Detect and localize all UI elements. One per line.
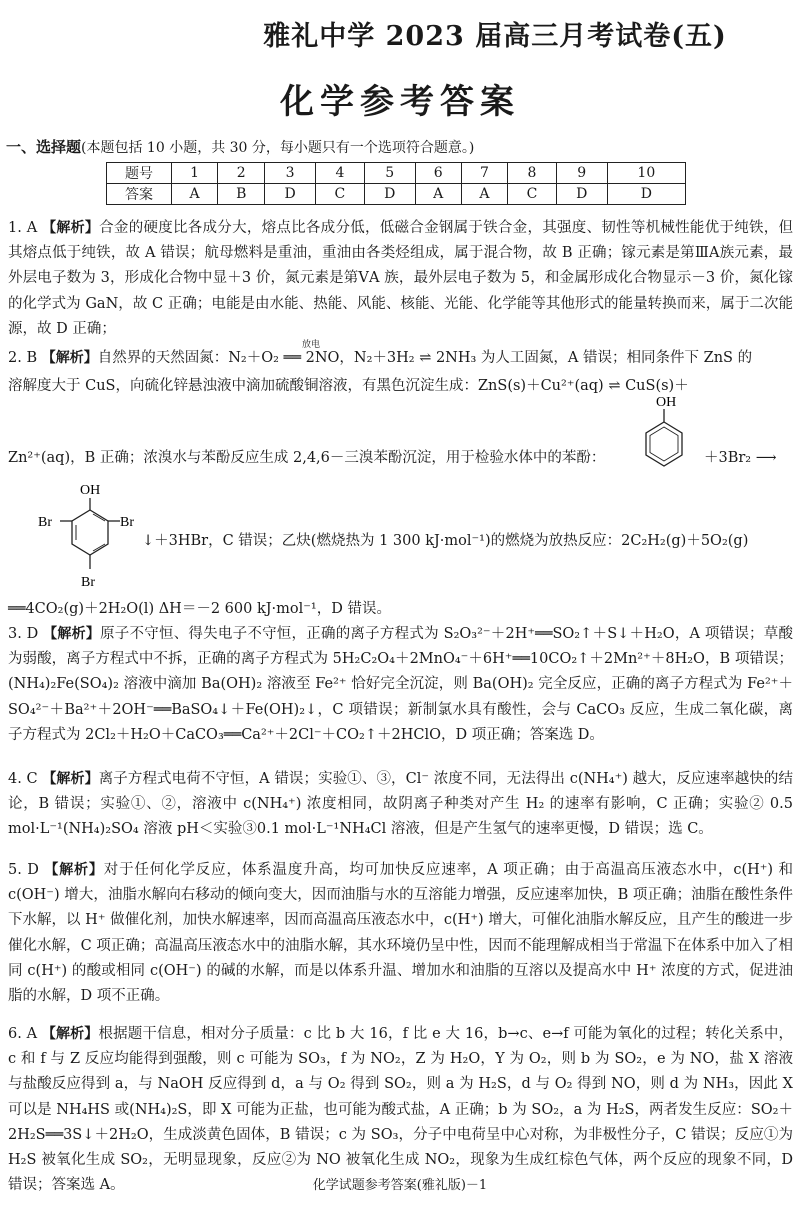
explanation-4 bbox=[8, 767, 793, 843]
explanation-line bbox=[8, 446, 605, 467]
table-cell: A bbox=[415, 184, 461, 205]
discharge-condition: 放电 bbox=[302, 340, 321, 350]
oh-label: OH bbox=[656, 395, 677, 410]
analysis-tag: 【解析】 bbox=[41, 1026, 99, 1042]
explanation-5 bbox=[8, 858, 793, 1009]
table-cell: 9 bbox=[556, 163, 607, 184]
explanation-text: 自然界的天然固氮：N₂＋O₂ ══ 2NO，N₂＋3H₂ ⇌ 2NH₃ 为人工固氮，A 错误；相同条件下 ZnS 的 bbox=[97, 350, 753, 366]
table-cell: 4 bbox=[316, 163, 365, 184]
explanation-text: 原子不守恒、得失电子不守恒，正确的离子方程式为 S₂O₃²⁻＋2H⁺══SO₂↑＋S↓＋H₂O，A 项错误；草酸为弱酸，离子方程式中不拆，正确的离子方程式为 5H₂C₂O₄＋2MnO₄⁻＋6H⁺══10CO₂↑＋2Mn²⁺＋8H₂O，B 项错误；(NH₄)₂Fe(SO₄)₂ 溶液中滴加 Ba(OH)₂ 溶液至 Fe²⁺ 恰好完全沉淀，则 Ba(OH)₂ 完全反应，正确的离子方程式为 Fe²⁺＋SO₄²⁻＋Ba²⁺＋2OH⁻══BaSO₄↓＋Fe(OH)₂↓，C 项错误；新制氯水具有酸性，会与 CaCO₃ 反应，生成二氧化碳，离子方程式为 2Cl₂＋H₂O＋CaCO₃══Ca²⁺＋2Cl⁻＋CO₂↑＋2HClO，D 项正确；答案选 D。 bbox=[8, 626, 794, 743]
question-number: 2. B bbox=[8, 350, 38, 366]
explanation-line: 溶解度大于 CuS，向硫化锌悬浊液中滴加硫酸铜溶液，有黑色沉淀生成：ZnS(s)＋Cu²⁺(aq) ⇌ CuS(s)＋ bbox=[8, 378, 689, 394]
section-title: 一、选择题 bbox=[6, 138, 82, 156]
table-cell: C bbox=[316, 184, 365, 205]
page-footer: 化学试题参考答案(雅礼版)－1 bbox=[312, 1178, 488, 1193]
br-label: Br bbox=[81, 575, 95, 590]
explanation-text: Zn²⁺(aq)，B 正确；浓溴水与苯酚反应生成 2,4,6－三溴苯酚沉淀，用于检验水体中的苯酚： bbox=[8, 450, 606, 466]
br-label: Br bbox=[38, 515, 52, 530]
table-cell: 2 bbox=[218, 163, 265, 184]
br-label: Br bbox=[120, 515, 134, 530]
table-cell: 10 bbox=[607, 163, 685, 184]
question-number: 5. D bbox=[8, 862, 39, 878]
table-cell: D bbox=[556, 184, 607, 205]
analysis-tag: 【解析】 bbox=[44, 862, 104, 878]
section-heading bbox=[6, 136, 474, 157]
explanation-text: 离子方程式电荷不守恒，A 错误；实验①、③，Cl⁻ 浓度不同，无法得出 c(NH₄⁺) 越大，反应速率越快的结论，B 错误；实验①、②，溶液中 c(NH₄⁺) 浓度相同，故阴离子种类对产生 H₂ 的速率有影响，C 正确；实验② 0.5 mol·L⁻¹(NH₄)₂SO₄ 溶液 pH＜实验③0.1 mol·L⁻¹NH₄Cl 溶液，但是产生氢气的速率更慢，D 错误；选 C。 bbox=[8, 771, 794, 838]
row-label-number: 题号 bbox=[107, 163, 172, 184]
table-row-answers bbox=[107, 184, 686, 205]
table-cell: 3 bbox=[265, 163, 316, 184]
table-cell: B bbox=[218, 184, 265, 205]
question-number: 1. A bbox=[8, 220, 38, 236]
explanation-6 bbox=[8, 1022, 793, 1198]
table-cell: A bbox=[172, 184, 218, 205]
page-title: 化学参考答案 bbox=[280, 82, 520, 122]
question-number: 6. A bbox=[8, 1026, 38, 1042]
oh-label: OH bbox=[80, 483, 101, 498]
table-cell: 7 bbox=[461, 163, 507, 184]
analysis-tag: 【解析】 bbox=[43, 626, 101, 642]
explanation-text: 合金的硬度比各成分大，熔点比各成分低，低磁合金钢属于铁合金，其强度、韧性等机械性能优于纯铁，但其熔点低于纯铁，故 A 错误；航母燃料是重油，重油由各类烃组成，属于混合物，故 B 正确；镓元素是第ⅢA族元素，最外层电子数为 3，形成化合物中显＋3 价，氮元素是第ⅤA 族，最外层电子数为 5，和金属形成化合物显示－3 价，氮化镓的化学式为 GaN，故 C 正确；电能是由水能、热能、风能、核能、光能、化学能等其他形式的能量转换而来，属于二次能源，故 D 正确； bbox=[8, 220, 794, 337]
table-cell: D bbox=[265, 184, 316, 205]
table-cell: D bbox=[364, 184, 415, 205]
section-note: (本题包括 10 小题，共 30 分，每小题只有一个选项符合题意。) bbox=[81, 140, 475, 156]
tribromophenol-structure bbox=[36, 478, 148, 596]
table-row-numbers bbox=[107, 163, 686, 184]
analysis-tag: 【解析】 bbox=[42, 220, 100, 236]
table-cell: 6 bbox=[415, 163, 461, 184]
exam-title: 雅礼中学 2023 届高三月考试卷(五) bbox=[263, 21, 727, 52]
explanation-line: ↓＋3HBr，C 错误；乙炔(燃烧热为 1 300 kJ·mol⁻¹)的燃烧为放热反应：2C₂H₂(g)＋5O₂(g) bbox=[142, 533, 749, 549]
row-label-answer: 答案 bbox=[107, 184, 172, 205]
table-cell: C bbox=[508, 184, 557, 205]
explanation-line bbox=[8, 346, 752, 367]
table-cell: A bbox=[461, 184, 507, 205]
analysis-tag: 【解析】 bbox=[41, 350, 98, 366]
explanation-text-end: ＋3Br₂ ⟶ bbox=[704, 450, 777, 466]
explanation-text: 对于任何化学反应，体系温度升高，均可加快反应速率，A 项正确；由于高温高压液态水中，c(H⁺) 和 c(OH⁻) 增大，油脂水解向右移动的倾向变大，因而油脂与水的互溶能力增强，反应速率加快，B 项正确；油脂在酸性条件下水解，以 H⁺ 做催化剂，加快水解速率，因而高温高压液态水中，c(H⁺) 增大，可催化油脂水解反应，且产生的酸进一步催化水解，C 项正确；高温高压液态水中的油脂水解，其水环境仍呈中性，因而不能理解成相当于常温下在体系中加入了相同 c(H⁺) 的酸或相同 c(OH⁻) 的碱的水解，而是以体系升温、增加水和油脂的互溶以及提高水中 H⁺ 浓度的方式，促进油脂的水解，D 项不正确。 bbox=[8, 862, 794, 1005]
table-cell: D bbox=[607, 184, 685, 205]
explanation-3 bbox=[8, 622, 793, 748]
table-cell: 1 bbox=[172, 163, 218, 184]
question-number: 4. C bbox=[8, 771, 38, 787]
analysis-tag: 【解析】 bbox=[42, 771, 99, 787]
explanation-line: ══4CO₂(g)＋2H₂O(l) ΔH＝－2 600 kJ·mol⁻¹，D 错误。 bbox=[8, 601, 391, 617]
answer-table bbox=[106, 162, 686, 205]
question-number: 3. D bbox=[8, 626, 39, 642]
table-cell: 8 bbox=[508, 163, 557, 184]
table-cell: 5 bbox=[364, 163, 415, 184]
explanation-1 bbox=[8, 216, 793, 342]
explanation-text: 根据题干信息，相对分子质量：c 比 b 大 16，f 比 e 大 16，b→c、e→f 可能为氧化的过程；转化关系中，c 和 f 与 Z 反应均能得到强酸，则 c 可能为 SO₃，f 为 NO₂，Z 为 H₂O，Y 为 O₂，则 b 为 SO₂，e 为 NO，盐 X 溶液与盐酸反应得到 a，与 NaOH 反应得到 d，a 与 O₂ 得到 SO₂，则 a 为 H₂S，d 与 O₂ 得到 NO，则 d 为 NH₃，因此 X 可以是 NH₄HS 或(NH₄)₂S，即 X 可能为正盐，也可能为酸式盐，A 正确；b 为 SO₂，a 为 H₂S，两者发生反应：SO₂＋2H₂S══3S↓＋2H₂O，生成淡黄色固体，B 错误；c 为 SO₃，分子中电荷呈中心对称，为非极性分子，C 错误；反应①为 H₂S 被氧化生成 SO₂，无明显现象，反应②为 NO 被氧化生成 NO₂，现象为生成红棕色气体，两个反应的现象不同，D 错误；答案选 A。 bbox=[8, 1026, 793, 1194]
phenol-structure bbox=[632, 392, 696, 474]
